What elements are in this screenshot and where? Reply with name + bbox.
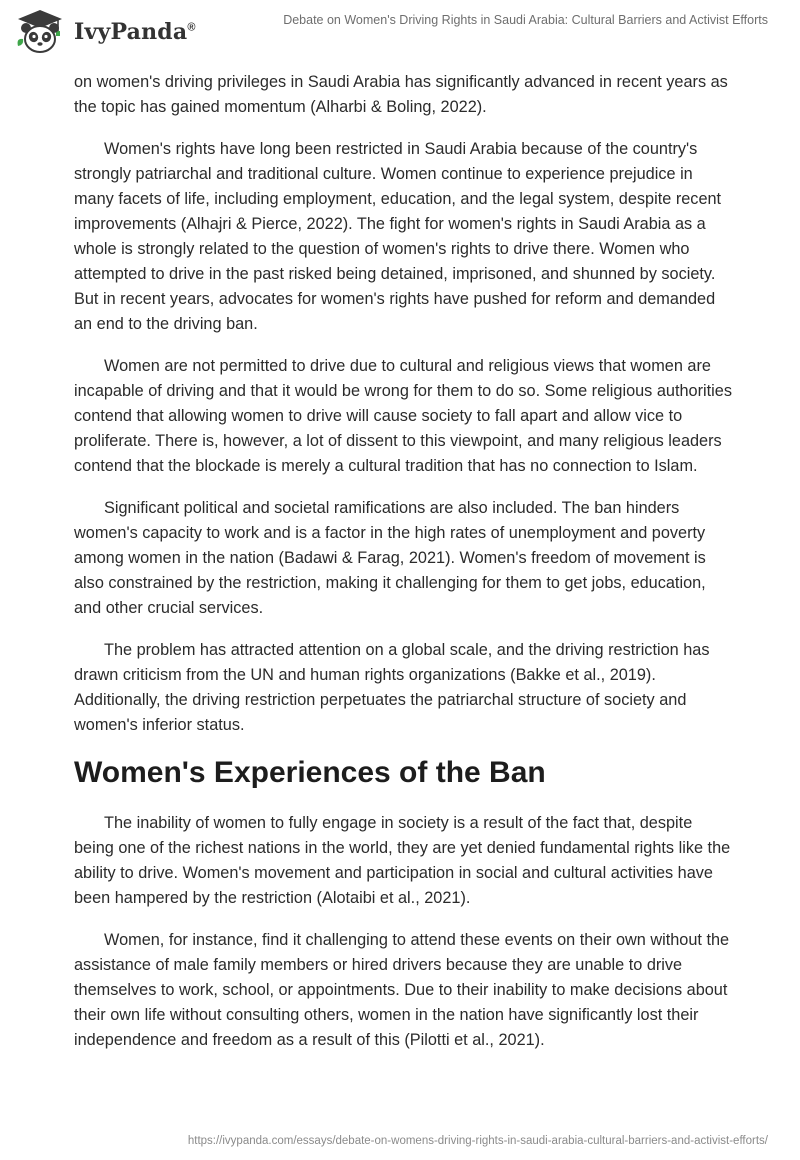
paragraph: Women, for instance, find it challenging to attend these events on their own without the assistance of male family members or hired drivers because they are unable to drive themselves to work, school, or appointments. Due to their inability to make decisions about their own life without consulting others, women in the nation have significantly lost their independence and freedom as a result of this (Pilotti et al., 2021).	[74, 931, 730, 1049]
paragraph-continuation: on women's driving privileges in Saudi Arabia has significantly advanced in recent years as the topic has gained momentum (Alharbi & Boling, 2022).	[74, 73, 728, 116]
source-url[interactable]: https://ivypanda.com/essays/debate-on-womens-driving-rights-in-saudi-arabia-cultural-barriers-and-activist-efforts/	[187, 1135, 768, 1147]
section-heading: Women's Experiences of the Ban	[74, 756, 546, 789]
paragraph: The inability of women to fully engage in society is a result of the fact that, despite being one of the richest nations in the world, they are yet denied fundamental rights like the ability to drive. Women's movement and participation in social and cultural activities have been hampered by the restriction (Alotaibi et al., 2021).	[74, 814, 731, 907]
registered-mark: ®	[187, 21, 196, 34]
brand-name: IvyPanda®	[74, 19, 196, 45]
ivypanda-logo[interactable]	[14, 8, 196, 54]
paragraph: Women are not permitted to drive due to cultural and religious views that women are incapable of driving and that it would be wrong for them to do so. Some religious authorities contend that allowing women to drive will cause society to fall apart and allow vice to proliferate. There is, however, a lot of dissent to this viewpoint, and many religious leaders contend that the blockade is merely a cultural tradition that has no connection to Islam.	[74, 357, 732, 475]
paragraph: Women's rights have long been restricted in Saudi Arabia because of the country's strongly patriarchal and traditional culture. Women continue to experience prejudice in many facets of life, including employment, education, and the legal system, despite recent improvements (Alhajri & Pierce, 2022). The fight for women's rights in Saudi Arabia as a whole is strongly related to the question of women's rights to drive there. Women who attempted to drive in the past risked being detained, imprisoned, and shunned by society. But in recent years, advocates for women's rights have pushed for reform and demanded an end to the driving ban.	[74, 140, 722, 333]
panda-graduate-icon	[14, 8, 66, 54]
essay-body	[74, 70, 734, 1070]
document-title: Debate on Women's Driving Rights in Saudi Arabia: Cultural Barriers and Activist Efforts	[283, 13, 768, 27]
page-header	[0, 0, 800, 60]
paragraph: Significant political and societal ramifications are also included. The ban hinders women's capacity to work and is a factor in the high rates of unemployment and poverty among women in the nation (Badawi & Farag, 2021). Women's freedom of movement is also constrained by the restriction, making it challenging for them to get jobs, education, and other crucial services.	[74, 499, 706, 617]
paragraph: The problem has attracted attention on a global scale, and the driving restriction has drawn criticism from the UN and human rights organizations (Bakke et al., 2019). Additionally, the driving restriction perpetuates the patriarchal structure of society and women's inferior status.	[74, 641, 710, 734]
